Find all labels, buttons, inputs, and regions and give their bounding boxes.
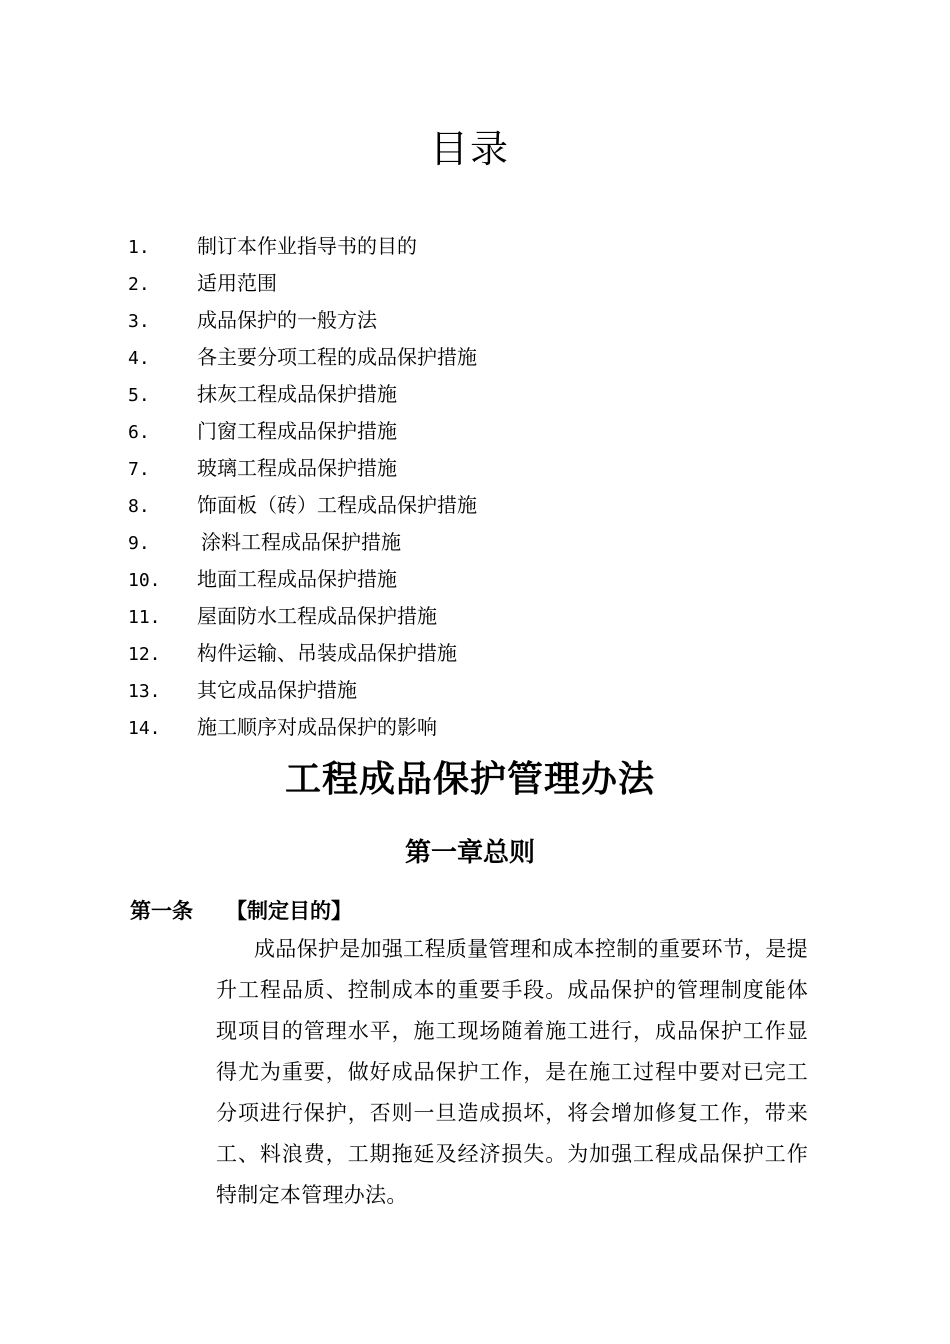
toc-item xyxy=(128,561,477,598)
toc-item-number: 7. xyxy=(128,459,150,480)
toc-item xyxy=(128,672,477,709)
toc-item-text: 饰面板（砖）工程成品保护措施 xyxy=(197,493,477,517)
toc-item-text: 地面工程成品保护措施 xyxy=(197,567,397,591)
toc-item xyxy=(128,339,477,376)
article-number: 第一条 xyxy=(130,899,193,923)
toc-item-text: 施工顺序对成品保护的影响 xyxy=(197,715,437,739)
article-heading xyxy=(130,892,352,930)
toc-item-number: 3. xyxy=(128,311,150,332)
toc-item-number: 6. xyxy=(128,422,150,443)
toc-item xyxy=(128,413,477,450)
toc-item-text: 其它成品保护措施 xyxy=(197,678,357,702)
toc-item-number: 1. xyxy=(128,237,150,258)
toc-item-text: 抹灰工程成品保护措施 xyxy=(197,382,397,406)
toc-item-number: 4. xyxy=(128,348,150,369)
toc-item xyxy=(128,302,477,339)
toc-item-number: 8. xyxy=(128,496,150,517)
toc-item xyxy=(128,598,477,635)
toc-item-text: 构件运输、吊装成品保护措施 xyxy=(197,641,457,665)
document-title: 工程成品保护管理办法 xyxy=(284,759,655,800)
toc-item-text: 适用范围 xyxy=(197,271,277,295)
toc-item-text: 玻璃工程成品保护措施 xyxy=(197,456,397,480)
toc-item-number: 14. xyxy=(128,718,161,739)
toc-item-number: 12. xyxy=(128,644,161,665)
toc-item xyxy=(128,450,477,487)
toc-item xyxy=(128,487,477,524)
toc-item-number: 2. xyxy=(128,274,150,295)
toc-item-text: 涂料工程成品保护措施 xyxy=(201,530,401,554)
article-body: 成品保护是加强工程质量管理和成本控制的重要环节，是提升工程品质、控制成本的重要手段。成品保护的管理制度能体现项目的管理水平，施工现场随着施工进行，成品保护工作显得尤为重要，做好成品保护工作，是在施工过程中要对已完工分项进行保护，否则一旦造成损坏，将会增加修复工作，带来工、料浪费，工期拖延及经济损失。为加强工程成品保护工作特制定本管理办法。 xyxy=(216,937,808,1207)
toc-item xyxy=(128,228,477,265)
toc-item-number: 9. xyxy=(128,533,150,554)
toc-item-number: 13. xyxy=(128,681,161,702)
toc-item-text: 屋面防水工程成品保护措施 xyxy=(197,604,437,628)
toc-item xyxy=(128,376,477,413)
toc-item xyxy=(128,265,477,302)
toc-item-text: 门窗工程成品保护措施 xyxy=(197,419,397,443)
toc-item xyxy=(128,524,477,561)
toc-item-number: 10. xyxy=(128,570,161,591)
toc-title: 目录 xyxy=(429,127,510,171)
toc-item-number: 5. xyxy=(128,385,150,406)
article-heading-text: 【制定目的】 xyxy=(226,899,352,923)
chapter-title: 第一章总则 xyxy=(404,838,535,868)
toc-item-text: 成品保护的一般方法 xyxy=(197,308,377,332)
toc-item-text: 各主要分项工程的成品保护措施 xyxy=(197,345,477,369)
toc-list xyxy=(128,228,477,746)
toc-item-text: 制订本作业指导书的目的 xyxy=(197,234,417,258)
toc-item-number: 11. xyxy=(128,607,161,628)
toc-item xyxy=(128,709,477,746)
toc-item xyxy=(128,635,477,672)
